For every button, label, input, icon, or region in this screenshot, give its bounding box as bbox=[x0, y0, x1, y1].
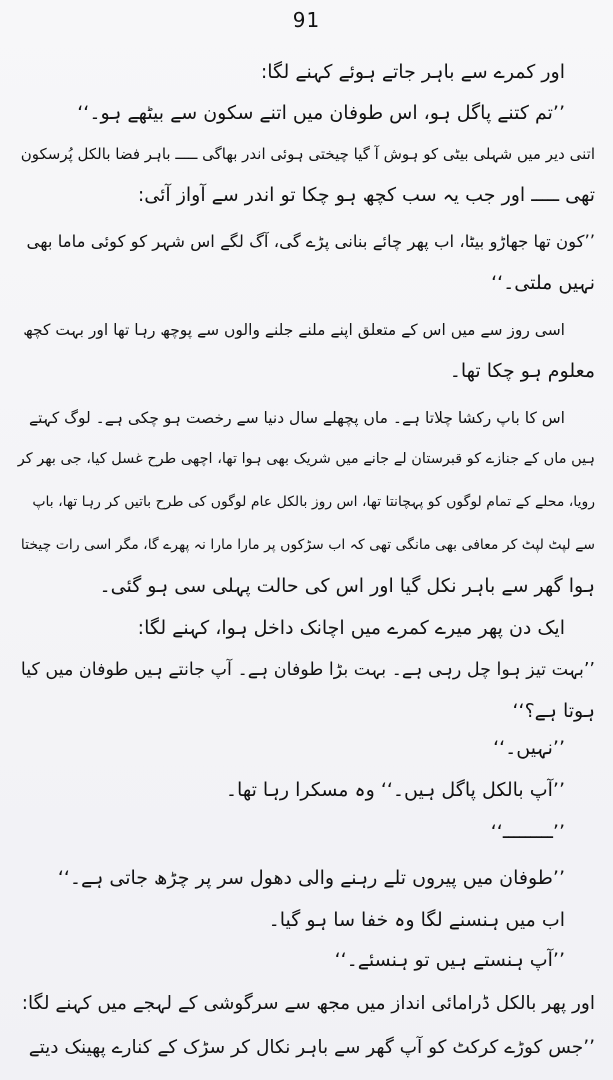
text-line: ہیں ماں کے جنازے کو قبرستان لے جانے میں شریک بھی ہوا تھا، اچھی طرح غسل کیا، جی بھر کر bbox=[17, 451, 595, 467]
text-line: ’’تم کتنے پاگل ہو، اس طوفان میں اتنے سکون سے بیٹھے ہو۔‘‘ bbox=[77, 102, 565, 124]
text-line: ’’ـــــــــ‘‘ bbox=[490, 821, 565, 843]
text-line: اور کمرے سے باہر جاتے ہوئے کہنے لگا: bbox=[260, 61, 565, 83]
text-line: نہیں ملتی۔‘‘ bbox=[491, 272, 595, 294]
text-line: معلوم ہو چکا تھا۔ bbox=[449, 360, 595, 382]
text-line: اتنی دیر میں شہلی بیٹی کو ہوش آ گیا چیختی ہوئی اندر بھاگی ـــــ باہر فضا بالکل پُرسکون bbox=[20, 145, 595, 163]
text-line: اب میں ہنسنے لگا وہ خفا سا ہو گیا۔ bbox=[268, 909, 565, 931]
text-line: ’’جس کوڑے کرکٹ کو آپ گھر سے باہر نکال کر سڑک کے کنارے پھینک دیتے bbox=[28, 1037, 595, 1058]
text-line: ہوتا ہے؟‘‘ bbox=[512, 700, 595, 722]
text-line: اور پھر بالکل ڈرامائی انداز میں مجھ سے سرگوشی کے لہجے میں کہنے لگا: bbox=[21, 993, 595, 1014]
text-line: ’’کون تھا جھاڑو بیٹا، اب پھر چائے بنانی پڑے گی، آگ لگے اس شہر کو کوئی ماما بھی bbox=[26, 232, 595, 251]
text-line: ایک دن پھر میرے کمرے میں اچانک داخل ہوا، کہنے لگا: bbox=[137, 617, 565, 639]
text-line: رویا، محلے کے تمام لوگوں کو پہچانتا تھا، اس روز بالکل عام لوگوں کی طرح باتیں کر رہا تھا، باپ bbox=[32, 494, 595, 510]
text-line: ’’آپ بالکل پاگل ہیں۔‘‘ وہ مسکرا رہا تھا۔ bbox=[225, 779, 565, 801]
text-line: ’’آپ ہنستے ہیں تو ہنسئے۔‘‘ bbox=[334, 949, 565, 971]
text-line: تھی ـــــ اور جب یہ سب کچھ ہو چکا تو اندر سے آواز آئی: bbox=[137, 184, 595, 206]
text-line: ہوا گھر سے باہر نکل گیا اور اس کی حالت پہلی سی ہو گئی۔ bbox=[99, 575, 595, 597]
text-line: ’’نہیں۔‘‘ bbox=[493, 737, 565, 759]
text-line: ’’بہت تیز ہوا چل رہی ہے۔ بہت بڑا طوفان ہے۔ آپ جانتے ہیں طوفان میں کیا bbox=[20, 660, 595, 680]
text-line: اسی روز سے میں اس کے متعلق اپنے ملنے جلنے والوں سے پوچھ رہا تھا اور بہت کچھ bbox=[23, 321, 565, 339]
text-line: اس کا باپ رکشا چلاتا ہے۔ ماں پچھلے سال دنیا سے رخصت ہو چکی ہے۔ لوگ کہتے bbox=[28, 409, 565, 427]
text-line: ’’طوفان میں پیروں تلے رہنے والی دھول سر پر چڑھ جاتی ہے۔‘‘ bbox=[57, 867, 565, 889]
page-number: 91 bbox=[292, 8, 321, 32]
text-line: سے لپٹ لپٹ کر معافی بھی مانگی تھی کہ اب سڑکوں پر مارا مارا نہ پھرے گا، مگر اسی رات چیختا bbox=[20, 537, 595, 553]
